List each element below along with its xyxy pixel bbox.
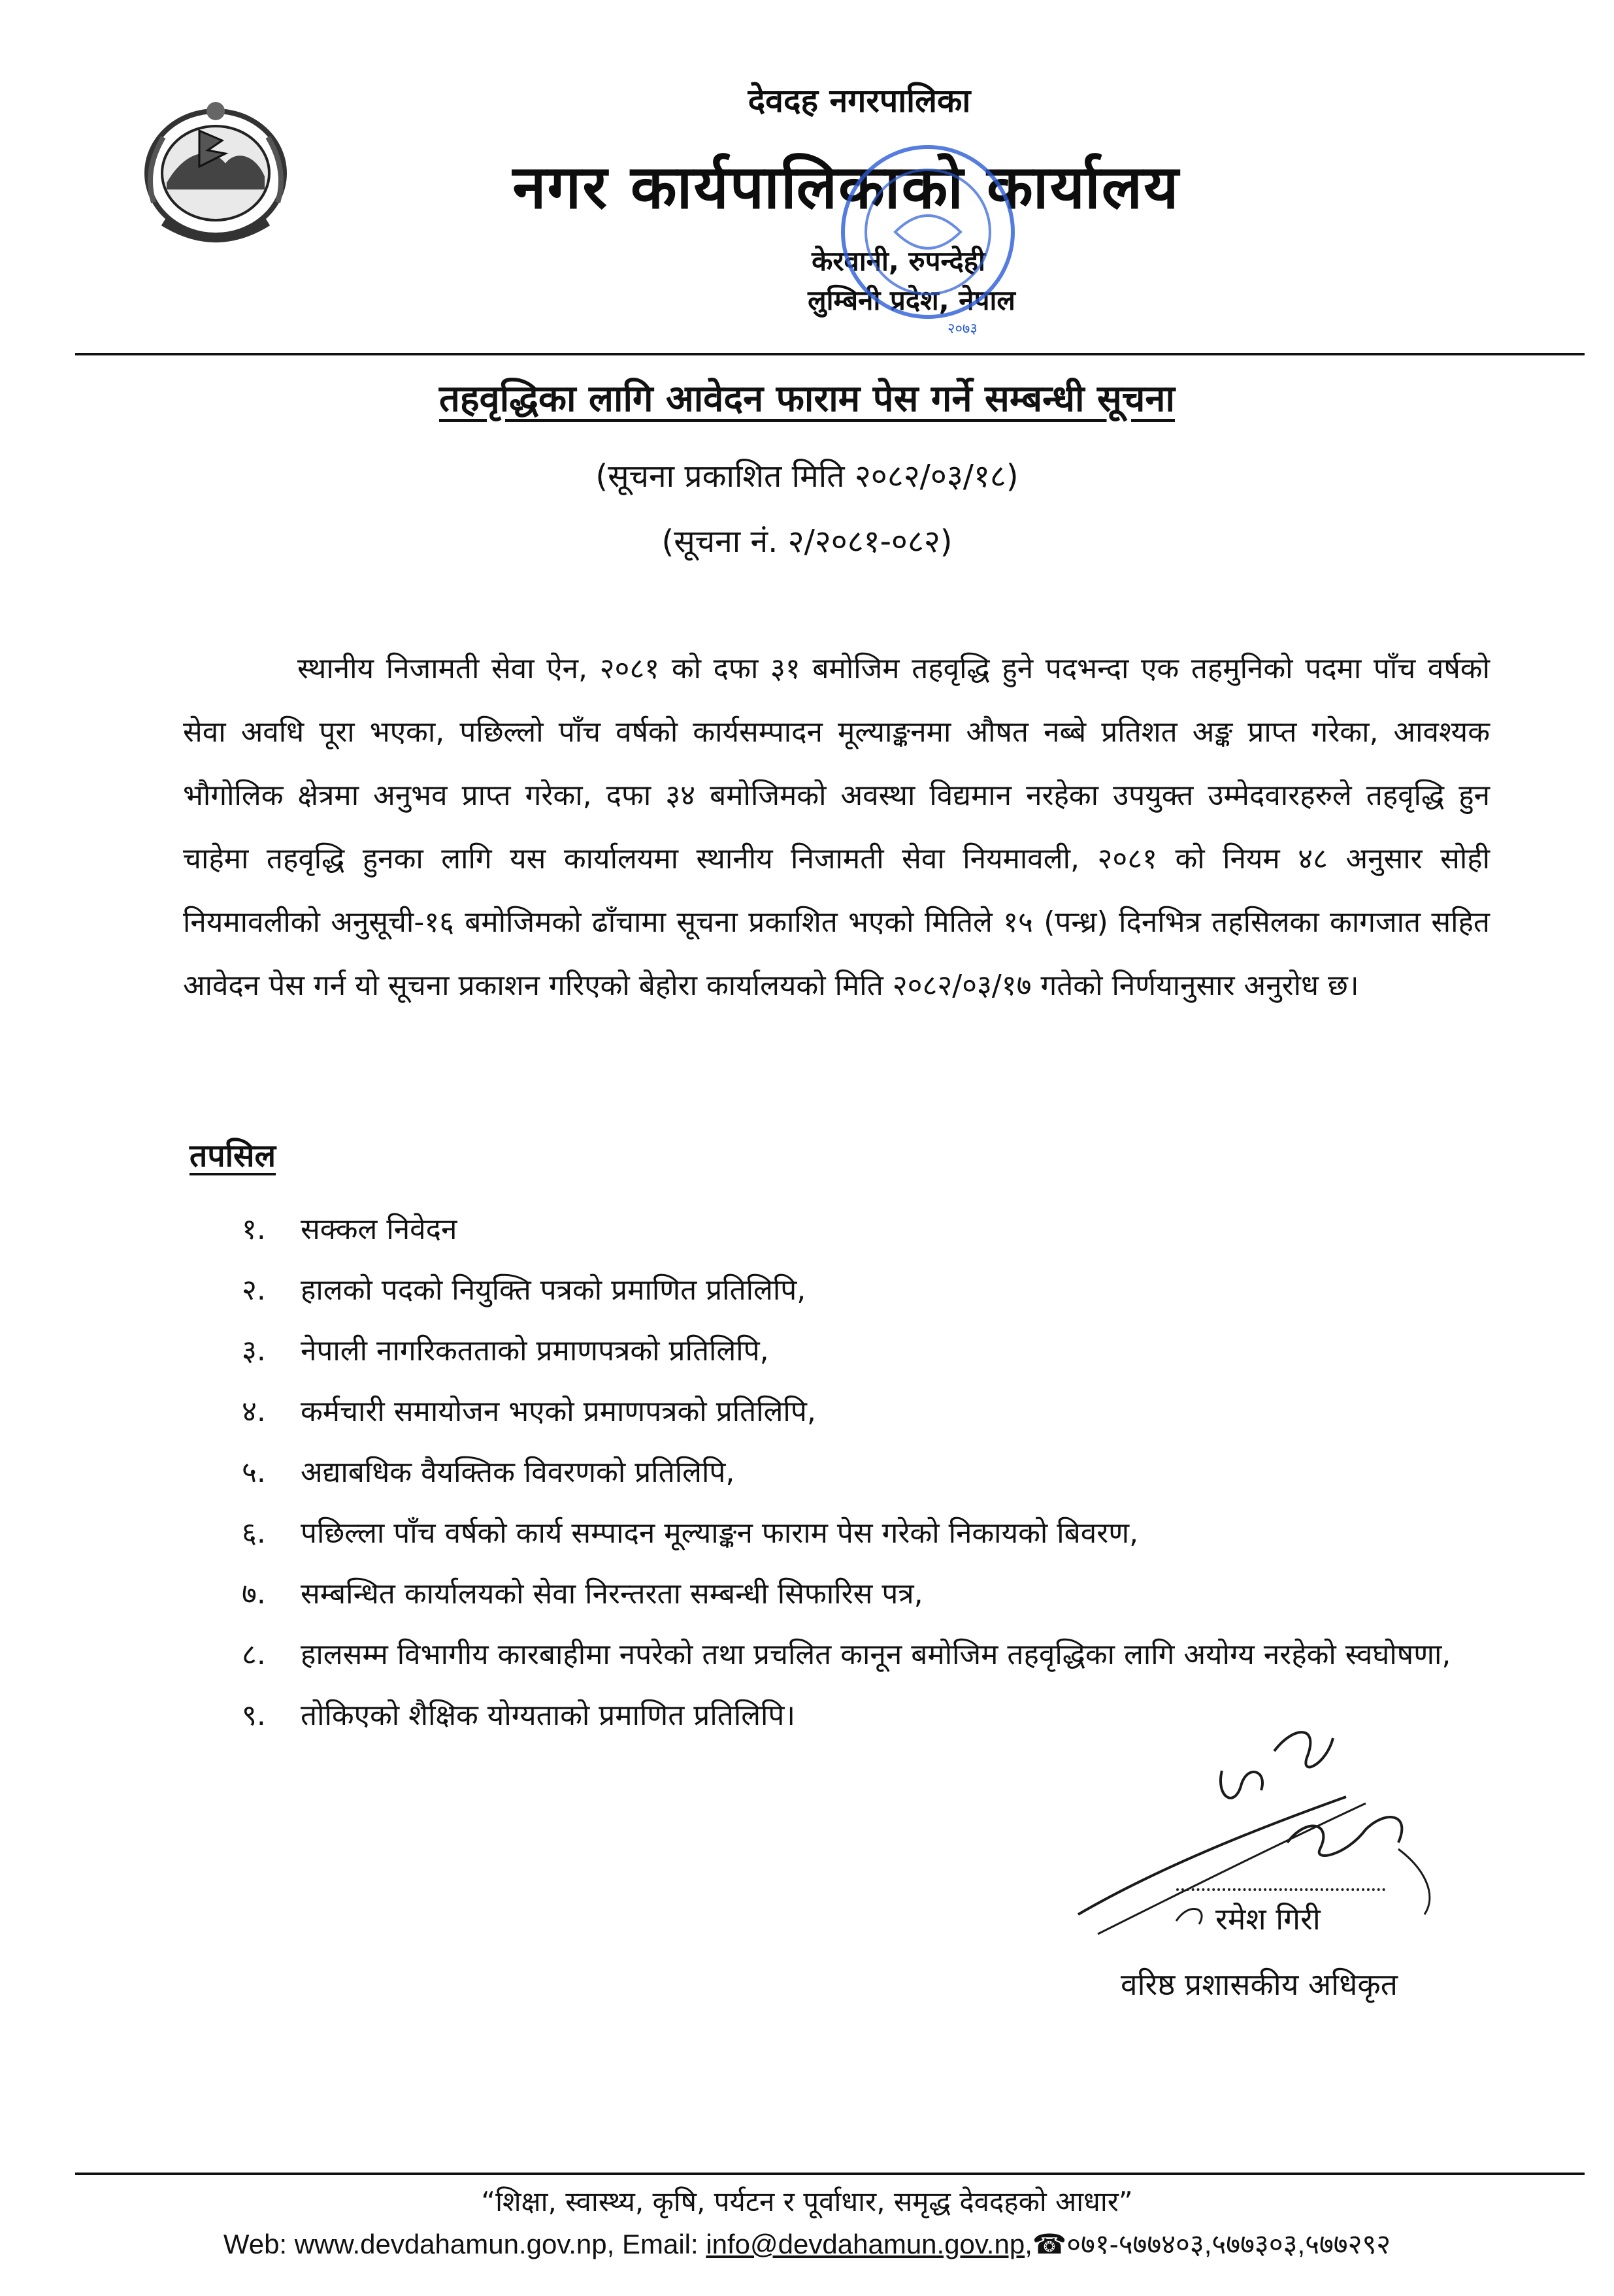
list-item-text: हालको पदको नियुक्ति पत्रको प्रमाणित प्रतिलिपि, (301, 1273, 806, 1307)
phone-numbers: ,☎०७१-५७७४०३,५७७३०३,५७७२९२ (1025, 2229, 1391, 2259)
signatory-name: रमेश गिरी (1215, 1901, 1321, 1937)
email-link[interactable]: info@devdahamun.gov.np (706, 2229, 1025, 2259)
list-item-text: नेपाली नागरिकतताको प्रमाणपत्रको प्रतिलिपि, (301, 1334, 769, 1368)
list-item-number: २. (242, 1273, 266, 1307)
signature-line (1176, 1888, 1385, 1891)
list-item-text: पछिल्ला पाँच वर्षको कार्य सम्पादन मूल्याङ्कन फाराम पेस गरेको निकायको बिवरण, (301, 1517, 1139, 1550)
list-item-number: १. (242, 1213, 266, 1246)
list-item (242, 1503, 1516, 1564)
list-item-text: तोकिएको शैक्षिक योग्यताको प्रमाणित प्रतिलिपि। (301, 1699, 796, 1732)
list-item-number: ८. (242, 1638, 266, 1671)
list-item (242, 1381, 1516, 1442)
list-item-number: ६. (242, 1517, 266, 1550)
notice-number: (सूचना नं. २/२०८१-०८२) (661, 523, 953, 560)
details-heading: तपसिल (189, 1138, 276, 1174)
list-item-number: ९. (242, 1699, 266, 1732)
list-item-text: कर्मचारी समायोजन भएको प्रमाणपत्रको प्रतिलिपि, (301, 1395, 816, 1428)
document-checklist (242, 1199, 1516, 1746)
published-date: (सूचना प्रकाशित मिति २०८२/०३/१८) (595, 458, 1019, 495)
municipality-name: देवदह नगरपालिका (748, 82, 971, 120)
address-line-1: केरवानी, रुपन्देही (812, 245, 985, 277)
list-item (242, 1442, 1516, 1503)
web-email-label: Web: www.devdahamun.gov.np, Email: (223, 2229, 706, 2259)
list-item (242, 1564, 1516, 1624)
notice-body: स्थानीय निजामती सेवा ऐन, २०८१ को दफा ३१ बमोजिम तहवृद्धि हुने पदभन्दा एक तहमुनिको पदमा पाँच वर्षको सेवा अवधि पूरा भएका, पछिल्लो पाँच वर्षको कार्यसम्पादन मूल्याङ्कनमा औषत नब्बे प्रतिशत अङ्क प्राप्त गरेका, आवश्यक भौगोलिक क्षेत्रमा अनुभव प्राप्त गरेका, दफा ३४ बमोजिमको अवस्था विद्यमान नरहेका उपयुक्त उम्मेदवारहरुले तहवृद्धि हुन चाहेमा तहवृद्धि हुनका लागि यस कार्यालयमा स्थानीय निजामती सेवा नियमावली, २०८१ को नियम ४८ अनुसार सोही नियमावलीको अनुसूची-१६ बमोजिमको ढाँचामा सूचना प्रकाशित भएको मितिले १५ (पन्ध्र) दिनभित्र तहसिलका कागजात सहित आवेदन पेस गर्न यो सूचना प्रकाशन गरिएको बेहोरा कार्यालयको मिति २०८२/०३/१७ गतेको निर्णयानुसार अनुरोध छ। (183, 652, 1490, 1002)
list-item (242, 1199, 1516, 1260)
list-item (242, 1260, 1516, 1320)
notice-title-text: तहवृद्धिका लागि आवेदन फाराम पेस गर्ने सम्बन्धी सूचना (438, 378, 1176, 420)
list-item-text: सम्बन्धित कार्यालयको सेवा निरन्तरता सम्बन्धी सिफारिस पत्र, (301, 1577, 923, 1611)
list-item-text: सक्कल निवेदन (301, 1213, 457, 1246)
footer-contact (0, 2225, 1614, 2262)
signatory-designation: वरिष्ठ प्रशासकीय अधिकृत (1121, 1967, 1398, 2002)
footer-motto: “शिक्षा, स्वास्थ्य, कृषि, पर्यटन र पूर्वाधार, समृद्ध देवदहको आधार” (481, 2186, 1133, 2218)
footer-divider (75, 2173, 1585, 2175)
list-item-number: ३. (242, 1334, 266, 1368)
office-name: नगर कार्यपालिकाको कार्यालय (512, 152, 1180, 222)
list-item (242, 1320, 1516, 1381)
office-stamp-icon (817, 134, 1039, 343)
stamp-year: २०७३ (947, 321, 978, 337)
list-item-text: अद्याबधिक वैयक्तिक विवरणको प्रतिलिपि, (301, 1456, 735, 1489)
address-line-2: लुम्बिनी प्रदेश, नेपाल (808, 284, 1015, 316)
list-item-number: ७. (242, 1577, 266, 1611)
notice-title (0, 372, 1614, 422)
header-divider (75, 353, 1585, 355)
list-item (242, 1624, 1516, 1685)
list-item-text: हालसम्म विभागीय कारबाहीमा नपरेको तथा प्रचलित कानून बमोजिम तहवृद्धिका लागि अयोग्य नरहेको स्वघोषणा, (301, 1638, 1451, 1671)
list-item-number: ४. (242, 1395, 266, 1428)
list-item-number: ५. (242, 1456, 266, 1489)
